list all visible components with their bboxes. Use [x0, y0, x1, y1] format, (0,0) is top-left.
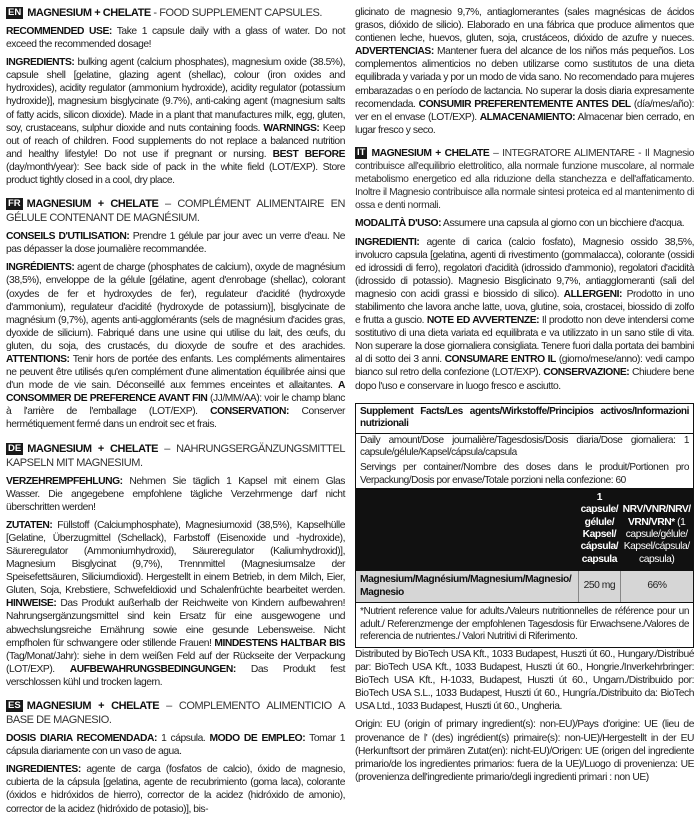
ingredients: ZUTATEN: Füllstoff (Calciumphosphate), Magnesiumoxid (38,5%), Kapselhülle [Gelatine, Überzugmittel (Schellack), Farbstoff (Eisenoxide und -hydroxide), Säureregulator (Ammoniumhydroxid), Säureregulator (Kaliumhydroxid)], Magnesium Bisglycinat (9,7%), Trennmittel (Magnesiumsalze der Speisefettsäuren, Siliciumdioxid). Hergestellt in einem Betrieb, in dem Milch, Eier, Gluten, Soja, Krebstiere, Schwefeldioxid und Schalenfrüchte bearbeitet werden. HINWEISE: Das Produkt außerhalb der Reichweite von Kindern aufbewahren! Nahrungsergänzungsmittel sind kein Ersatz für eine ausgewogene und abwechslungsreiche Ernährung sowie eine gesunde Lebensweise. Nicht empfholen für schwangere oder stillende Frauen! MINDESTENS HALTBAR BIS (Tag/Monat/Jahr): siehe in dem weißen Feld auf der Rückseite der Verpackung (LOT/EXP). AUFBEWAHRUNGSBEDINGUNGEN: Das Produkt fest verschlossen kühl und trocken lagern. — [6, 519, 345, 688]
supplement-facts-box — [355, 403, 694, 648]
product-name: MAGNESIUM + CHELATE — [27, 7, 151, 19]
nutrient-name: Magnesium/Magnésium/Magnesium/Magnesio/ Magnesio — [356, 570, 578, 602]
left-column — [6, 6, 346, 815]
recommended-use: VERZEHREMPFEHLUNG: Nehmen Sie täglich 1 Kapsel mit einem Glas Wasser. Die angegebene empfohlene tägliche Verzehrmenge darf nicht überschritten werden! — [6, 475, 345, 513]
product-subtitle: – COMPLEMENTO ALIMENTICIO A BASE DE MAGNESIO. — [6, 700, 345, 727]
section-title — [6, 6, 345, 20]
daily-amount: Daily amount/Dose journalière/Tagesdosis/Dosis diaria/Dose giornaliera: 1 capsule/gélule/Kapsel/cápsula/capsula — [360, 434, 689, 459]
section-title — [6, 197, 345, 225]
language-badge-it: IT — [357, 146, 366, 158]
ingredients: INGREDIENTES: agente de carga (fosfatos de calcio), óxido de magnesio, cubierta de la cápsula [gelatina, agente de recubrimiento (goma laca), colorante (óxidos e hidróxidos de hierro), corrector de la acidez (hidróxido de amonio), corrector de la acidez (hidróxido de potasio)], bis- — [6, 764, 345, 815]
nutrient-nrv: 66% — [620, 570, 693, 602]
origin-info: Origin: EU (origin of primary ingredient(s): non-EU)/Pays d'origine: UE (lieu de provenance de l' (des) ingrédient(s) primaire(s): non-UE)/Hergestellt in der EU (Herkunftsort der primären Zutat(en): nicht-EU)/Origen: UE (origen del ingrediente primario/de los ingredientes primarios: fuera de la UE)/Luogo di provenienza: UE (provenienza dell'ingrediente primario/degli ingredienti primari : non UE) — [355, 719, 694, 783]
recommended-use: DOSIS DIARIA RECOMENDADA: 1 cápsula. MODO DE EMPLEO: Tomar 1 cápsula diariamente con un vaso de agua. — [6, 733, 345, 758]
section-fr — [6, 197, 345, 431]
section-en — [6, 6, 345, 187]
product-name: MAGNESIUM + CHELATE — [26, 198, 159, 211]
product-name: MAGNESIUM + CHELATE — [26, 700, 160, 713]
product-subtitle: – INTEGRATORE ALIMENTARE - Il Magnesio contribuisce all'equilibrio elettrolitico, alla normale funzione muscolare, al normale metabolismo energetico ed alla riduzione della stanchezza e dell'affaticamento. Inoltre il Magnesio contribuisce alla normale sintesi proteica ed al mantenimento di ossa e denti normali. — [355, 147, 694, 212]
column-header-nutrient — [356, 488, 578, 570]
section-title — [355, 147, 694, 212]
product-subtitle: - FOOD SUPPLEMENT CAPSULES. — [150, 7, 322, 19]
section-de — [6, 442, 345, 690]
table-row — [356, 570, 693, 602]
section-title — [6, 699, 345, 727]
section-es — [6, 699, 345, 816]
ingredients: INGRÉDIENTS: agent de charge (phosphates de calcium), oxyde de magnésium (38,5%), enveloppe de la gélule [gélatine, agent d'enrobage (shellac), colorant (oxydes de fer et hydroxydes de fer), regulateur d'acidité (hydroxyde d'ammonium), regulateur d'acidité (hydroxyde de potassium)], bisglycinate de magnésium (9,7%), agents anti-agglomérants (sels de magnésium d'acides gras, dyoxide de silicium). Fabriqué dans une usine qui utilise du lait, des œufs, du gluten, du soja, des crustacés, du dioxyde de soufre et des arachides. ATTENTIONS: Tenir hors de portée des enfants. Les compléments alimentaires ne peuvent être utilisés qu'en complément d'une alimentation équilibrée ainsi que d'un mode de vie sain. Déconseillé aux femmes enceintes et allaitantes. A CONSOMMER DE PREFERENCE AVANT FIN (JJ/MM/AA): voir le champ blanc à l'arrière de l'emballage (LOT/EXP). CONSERVATION: Conserver hermétiquement fermé dans un endroit sec et frais. — [6, 262, 345, 431]
ingredients: INGREDIENTS: bulking agent (calcium phosphates), magnesium oxide (38.5%), capsule shell [gelatine, glazing agent (shellac), colour (iron oxides and hydroxides), acidity regulator (ammonium hydroxide), acidity regulator (potassium hydroxide)], magnesium bisglycinate (9.7%), anti-caking agent (magnesium salts of fatty acids, silicon dioxide). Made in a plant that manufactures milk, egg, gluten, soy, crustaceans, sulphur dioxide and nuts containing foods. WARNINGS: Keep out of reach of children. Food supplements do not replace a balanced nutrition and healthy lifestyle! Do not use if pregnant or nursing. BEST BEFORE (day/month/year): See back side of pack in the white field (LOT/EXP). Store product tightly closed in a cool, dry place. — [6, 57, 345, 187]
ingredients: INGREDIENTI: agente di carica (calcio fosfato), Magnesio ossido 38,5%, involucro capsula [gelatina, agenti di rivestimento (gommalacca), colorante (ossidi ed idrossidi di ferro), regolatori d'acidità (idrossido d'ammonio), regolatori d'acidità (idrossido di potassio). Magnesio Bisglicinato 9,7%, antiagglomeranti (sali del magnesio con acidi grassi e biossido di silico). ALLERGENI: Prodotto in uno stabilimento che lavora anche latte, uova, glutine, soia, crostacei, biossido di zolfo e frutta a guscio. NOTE ED AVVERTENZE: Il prodotto non deve intendersi come sostitutivo di una dieta variata ed equilibrata e va utilizzato in un sano stile di vita. Non superare la dose giornaliera consigliata. Tenere fuori dalla portata dei bambini al di sotto dei 3 anni. CONSUMARE ENTRO IL (giorno/mese/anno): vedi campo bianco sul retro della confezione (LOT/EXP). CONSERVAZIONE: Chiudere bene dopo l'uso e conservare in luogo fresco e asciutto. — [355, 236, 695, 392]
nrv-footnote: *Nutrient reference value for adults./Valeurs nutritionnelles de référence pour un adult./ Referenzmenge der empfohlenen Tagesdosis für Erwachsene./Valores de referencia de nutrientes./ Valori Nutritivi di Riferimento. — [356, 602, 693, 647]
distributor-info: Distributed by BioTech USA Kft., 1033 Budapest, Huszti út 60., Hungary./Distribué par: BioTech USA Kft., 1033 Budapest, Huszti út 60., Hongrie./Inverkehrbringer: BioTech USA Kft., H-1033, Budapest, Huszti út 60., Ungarn./Distribuido por: BioTech USA S.L., 1033 Budapest, Huszti út 60., Hungría./Distribuito da: BioTech USA Ltd., 1033 Budapest, Huszti út 60., Ungheria. — [355, 648, 694, 713]
recommended-use: RECOMMENDED USE: Take 1 capsule daily with a glass of water. Do not exceed the recommended dosage! — [6, 26, 345, 51]
recommended-use: CONSEILS D'UTILISATION: Prendre 1 gélule par jour avec un verre d'eau. Ne pas dépasser la dose journalière recommandée. — [6, 231, 345, 256]
table-header-row — [356, 488, 693, 570]
product-name: MAGNESIUM + CHELATE — [27, 442, 158, 455]
language-badge-fr: FR — [8, 198, 21, 210]
section-it — [355, 147, 694, 393]
language-badge-en: EN — [8, 7, 22, 18]
ingredients-continued: glicinato de magnesio 9,7%, antiaglomerantes (sales magnésicas de ácidos grasos, dióxido de silicio). Elaborado en una fábrica que produce alimentos que contienen leche, huevos, gluten, soja, crustáceos, dióxido de azufre y nueces. ADVERTENCIAS: Mantener fuera del alcance de los niños más pequeños. Los complementos alimenticios no deben utilizarse como sustitutos de una dieta equilibrada y variada y por un modo de vida sano. No recomendado para mujeres embarazadas o en período de lactancia. No superar la dosis diaria expresamente recomendada. CONSUMIR PREFERENTEMENTE ANTES DEL (día/mes/año): ver en el envase (LOT/EXP). ALMACENAMIENTO: Almacenar bien cerrado, en lugar fresco y seco. — [355, 7, 695, 136]
language-badge-es: ES — [8, 700, 21, 712]
product-subtitle: – NAHRUNGSERGÄNZUNGSMITTEL KAPSELN MIT MAGNESIUM. — [6, 442, 345, 469]
right-column — [355, 6, 695, 783]
language-badge-de: DE — [8, 442, 22, 454]
recommended-use: MODALITÀ D'USO: Assumere una capsula al giorno con un bicchiere d'acqua. — [355, 218, 685, 230]
column-header-per-capsule: 1 capsule/ gélule/ Kapsel/ cápsula/ capsula — [578, 488, 620, 570]
section-es-continued — [355, 6, 694, 137]
servings-per-container: Servings per container/Nombre des doses dans le produit/Portionen pro Verpackung/Dosis por envase/Totale porzioni nella confezione: 60 — [360, 462, 689, 486]
section-title — [6, 442, 345, 470]
product-subtitle: – COMPLÉMENT ALIMENTAIRE EN GÉLULE CONTENANT DE MAGNÉSIUM. — [6, 198, 346, 225]
nutrient-amount: 250 mg — [578, 570, 620, 602]
nutrition-table — [356, 488, 693, 602]
supplement-facts-header: Supplement Facts/Les agents/Wirkstoffe/Principios activos/Informazioni nutrizionali — [356, 404, 693, 434]
product-name: MAGNESIUM + CHELATE — [371, 147, 490, 159]
column-header-nrv: NRV/VNR/NRV/ VRN/VRN* (1 capsule/gélule/ Kapsel/cápsula/ capsula) — [620, 488, 693, 570]
